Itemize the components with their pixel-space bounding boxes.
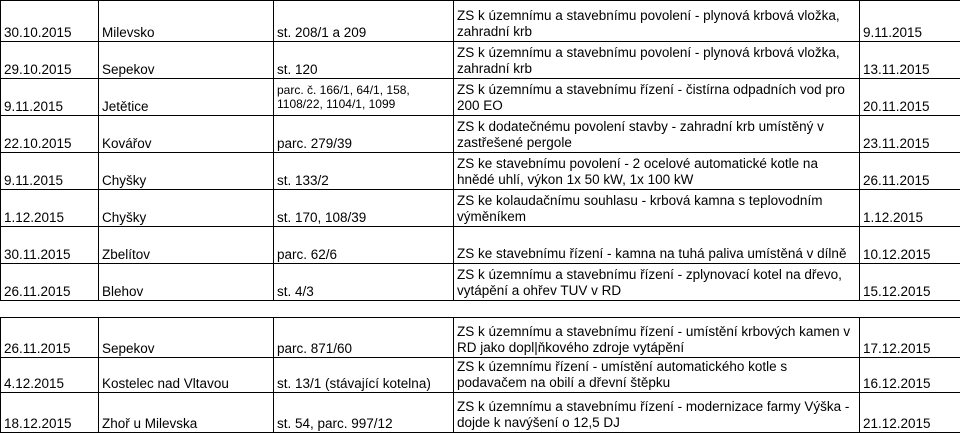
subject-cell: ZS ke stavebnímu řízení - kamna na tuhá paliva umístěná v dílně: [454, 227, 860, 264]
date-cell: 1.12.2015: [1, 190, 99, 227]
table-row: [1, 116, 960, 153]
table-row: [1, 79, 960, 116]
date-cell: 9.11.2015: [1, 79, 99, 116]
subject-cell: ZS k územnímu a stavebnímu povolení - plynová krbová vložka, zahradní krb: [454, 42, 860, 79]
resolution-date-cell: 26.11.2015: [860, 153, 960, 190]
subject-cell: ZS k dodatečnému povolení stavby - zahradní krb umístěný v zastřešené pergole: [454, 116, 860, 153]
table-row: [1, 153, 960, 190]
parcel-cell: st. 54, parc. 997/12: [274, 393, 454, 433]
table-row: [1, 393, 960, 433]
date-cell: 26.11.2015: [1, 318, 99, 358]
resolution-date-cell: 9.11.2015: [860, 1, 960, 42]
subject-cell: ZS ke kolaudačnímu souhlasu - krbová kamna s teplovodním výměníkem: [454, 190, 860, 227]
place-cell: Kovářov: [99, 116, 274, 153]
parcel-cell: st. 120: [274, 42, 454, 79]
resolution-date-cell: 1.12.2015: [860, 190, 960, 227]
parcel-cell: st. 208/1 a 209: [274, 1, 454, 42]
date-cell: 9.11.2015: [1, 153, 99, 190]
date-cell: 22.10.2015: [1, 116, 99, 153]
table-row: [1, 1, 960, 42]
subject-cell: ZS k územnímu a stavebnímu řízení - modernizace farmy Výška - dojde k navýšení o 12,5 DJ: [454, 393, 860, 433]
spacer-row: [1, 301, 960, 318]
table-row: [1, 358, 960, 393]
place-cell: Jetětice: [99, 79, 274, 116]
parcel-cell: st. 133/2: [274, 153, 454, 190]
date-cell: 30.10.2015: [1, 1, 99, 42]
resolution-date-cell: 15.12.2015: [860, 264, 960, 301]
resolution-date-cell: 13.11.2015: [860, 42, 960, 79]
resolution-date-cell: 20.11.2015: [860, 79, 960, 116]
parcel-cell: parc. č. 166/1, 64/1, 158, 1108/22, 1104/1, 1099: [274, 79, 454, 116]
resolution-date-cell: 10.12.2015: [860, 227, 960, 264]
table-row: [1, 264, 960, 301]
subject-cell: ZS ke stavebnímu povolení - 2 ocelové automatické kotle na hnědé uhlí, výkon 1x 50 kW, 1x 100 kW: [454, 153, 860, 190]
date-cell: 4.12.2015: [1, 358, 99, 393]
place-cell: Zhoř u Milevska: [99, 393, 274, 433]
place-cell: Milevsko: [99, 1, 274, 42]
place-cell: Sepekov: [99, 42, 274, 79]
table-row: [1, 42, 960, 79]
resolution-date-cell: 21.12.2015: [860, 393, 960, 433]
subject-cell: ZS k územnímu a stavebnímu řízení - čistírna odpadních vod pro 200 EO: [454, 79, 860, 116]
subject-cell: ZS k územnímu a stavebnímu povolení - plynová krbová vložka, zahradní krb: [454, 1, 860, 42]
parcel-cell: parc. 62/6: [274, 227, 454, 264]
date-cell: 29.10.2015: [1, 42, 99, 79]
table-row: [1, 318, 960, 358]
date-cell: 26.11.2015: [1, 264, 99, 301]
parcel-cell: parc. 279/39: [274, 116, 454, 153]
table-row: [1, 227, 960, 264]
parcel-cell: st. 4/3: [274, 264, 454, 301]
place-cell: Kostelec nad Vltavou: [99, 358, 274, 393]
parcel-cell: parc. 871/60: [274, 318, 454, 358]
parcel-cell: st. 170, 108/39: [274, 190, 454, 227]
place-cell: Chyšky: [99, 153, 274, 190]
place-cell: Sepekov: [99, 318, 274, 358]
place-cell: Zbelítov: [99, 227, 274, 264]
place-cell: Blehov: [99, 264, 274, 301]
resolution-date-cell: 16.12.2015: [860, 358, 960, 393]
resolution-date-cell: 23.11.2015: [860, 116, 960, 153]
parcel-cell: st. 13/1 (stávající kotelna): [274, 358, 454, 393]
resolution-date-cell: 17.12.2015: [860, 318, 960, 358]
subject-cell: ZS k územnímu a stavebnímu řízení - zplynovací kotel na dřevo, vytápění a ohřev TUV v RD: [454, 264, 860, 301]
subject-cell: ZS k územnímu řízení - umístění automatického kotle s podavačem na obilí a dřevní štěpku: [454, 358, 860, 393]
date-cell: 30.11.2015: [1, 227, 99, 264]
place-cell: Chyšky: [99, 190, 274, 227]
date-cell: 18.12.2015: [1, 393, 99, 433]
subject-cell: ZS k územnímu a stavebnímu řízení - umístění krbových kamen v RD jako dopl|ňkového zdroje vytápění: [454, 318, 860, 358]
table-row: [1, 190, 960, 227]
